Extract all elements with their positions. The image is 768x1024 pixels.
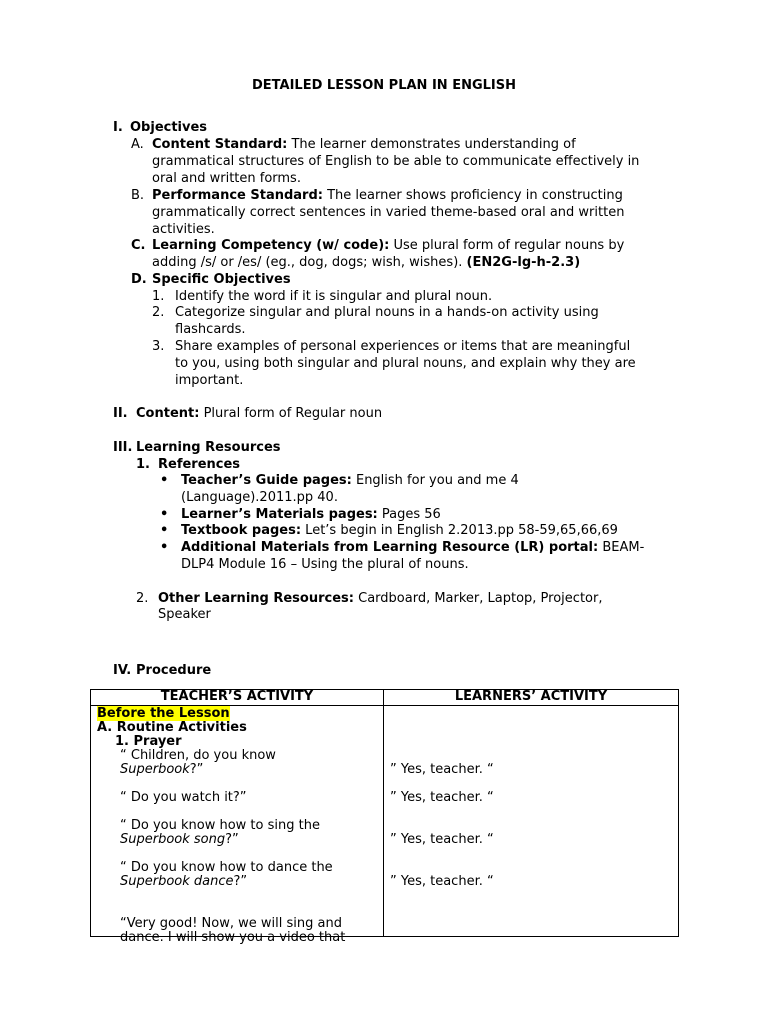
section-heading: Procedure bbox=[136, 663, 212, 678]
section-number: III. bbox=[113, 440, 133, 455]
teacher-line: Superbook dance?” bbox=[120, 874, 248, 889]
procedure-table bbox=[90, 689, 679, 945]
learning-competency: Learning Competency (w/ code): Use plural form of regular nouns by bbox=[152, 238, 625, 253]
section-number: IV. bbox=[113, 663, 132, 678]
list-item: Identify the word if it is singular and plural noun. bbox=[175, 289, 493, 304]
text-line: adding /s/ or /es/ (eg., dog, dogs; wish, wishes). (EN2G-lg-h-2.3) bbox=[152, 255, 581, 270]
item-letter: B. bbox=[131, 188, 145, 203]
teacher-line: “ Do you watch it?” bbox=[120, 790, 247, 805]
other-resources: Other Learning Resources: Cardboard, Marker, Laptop, Projector, bbox=[158, 591, 603, 606]
bullet-icon: • bbox=[160, 473, 169, 488]
resource-item: Teacher’s Guide pages: English for you and me 4 bbox=[181, 473, 519, 488]
section-heading: Learning Resources bbox=[136, 440, 281, 455]
list-number: 2. bbox=[136, 591, 149, 606]
teacher-line: “Very good! Now, we will sing and bbox=[120, 916, 342, 931]
learners-activity-header: LEARNERS’ ACTIVITY bbox=[384, 690, 679, 706]
text-line: DLP4 Module 16 – Using the plural of nouns. bbox=[181, 557, 469, 572]
list-item: flashcards. bbox=[175, 322, 246, 337]
teacher-line: “ Do you know how to sing the bbox=[120, 818, 320, 833]
list-item: Share examples of personal experiences or items that are meaningful bbox=[175, 339, 631, 354]
list-number: 1. bbox=[136, 457, 150, 472]
performance-standard: Performance Standard: The learner shows proficiency in constructing bbox=[152, 188, 623, 203]
teacher-line: dance. I will show you a video that bbox=[120, 930, 346, 945]
list-number: 1. bbox=[152, 289, 165, 304]
learner-response: ” Yes, teacher. “ bbox=[390, 832, 494, 847]
teacher-line: “ Children, do you know bbox=[120, 748, 276, 763]
section-heading: Objectives bbox=[130, 120, 208, 135]
list-number: 3. bbox=[152, 339, 165, 354]
bullet-icon: • bbox=[160, 523, 169, 538]
list-number: 2. bbox=[152, 305, 165, 320]
bullet-icon: • bbox=[160, 540, 169, 555]
before-lesson-label: Before the Lesson bbox=[97, 706, 230, 721]
learners-activity-cell bbox=[384, 706, 679, 937]
text-line: Speaker bbox=[158, 607, 211, 622]
text-line: activities. bbox=[152, 222, 215, 237]
resource-item: Learner’s Materials pages: Pages 56 bbox=[181, 507, 441, 522]
content-line: Content: Plural form of Regular noun bbox=[136, 406, 383, 421]
text-line: (Language).2011.pp 40. bbox=[181, 490, 338, 505]
teacher-activity-header: TEACHER’S ACTIVITY bbox=[91, 690, 384, 706]
text-line: grammatically correct sentences in varied theme-based oral and written bbox=[152, 205, 625, 220]
teacher-line: Superbook?” bbox=[120, 762, 204, 777]
section-number: II. bbox=[113, 406, 128, 421]
teacher-line: Superbook song?” bbox=[120, 832, 239, 847]
resource-item: Additional Materials from Learning Resource (LR) portal: BEAM- bbox=[181, 540, 645, 555]
text-line: grammatical structures of English to be able to communicate effectively in bbox=[152, 154, 640, 169]
specific-objectives-heading: Specific Objectives bbox=[152, 272, 291, 287]
bullet-icon: • bbox=[160, 507, 169, 522]
learner-response: ” Yes, teacher. “ bbox=[390, 762, 494, 777]
teacher-activity-cell bbox=[91, 706, 384, 945]
routine-heading: A. Routine Activities bbox=[97, 720, 247, 735]
list-item: to you, using both singular and plural nouns, and explain why they are bbox=[175, 356, 636, 371]
list-item: important. bbox=[175, 373, 244, 388]
teacher-line: “ Do you know how to dance the bbox=[120, 860, 333, 875]
item-letter: D. bbox=[131, 272, 147, 287]
text-line: oral and written forms. bbox=[152, 171, 301, 186]
resource-item: Textbook pages: Let’s begin in English 2.2013.pp 58-59,65,66,69 bbox=[181, 523, 618, 538]
references-heading: References bbox=[158, 457, 241, 472]
content-standard: Content Standard: The learner demonstrates understanding of bbox=[152, 137, 576, 152]
item-letter: C. bbox=[131, 238, 146, 253]
list-item: Categorize singular and plural nouns in a hands-on activity using bbox=[175, 305, 599, 320]
section-number: I. bbox=[113, 120, 123, 135]
learner-response: ” Yes, teacher. “ bbox=[390, 790, 494, 805]
prayer-heading: 1. Prayer bbox=[115, 734, 182, 749]
item-letter: A. bbox=[131, 137, 144, 152]
document-title: DETAILED LESSON PLAN IN ENGLISH bbox=[252, 78, 516, 93]
learner-response: ” Yes, teacher. “ bbox=[390, 874, 494, 889]
